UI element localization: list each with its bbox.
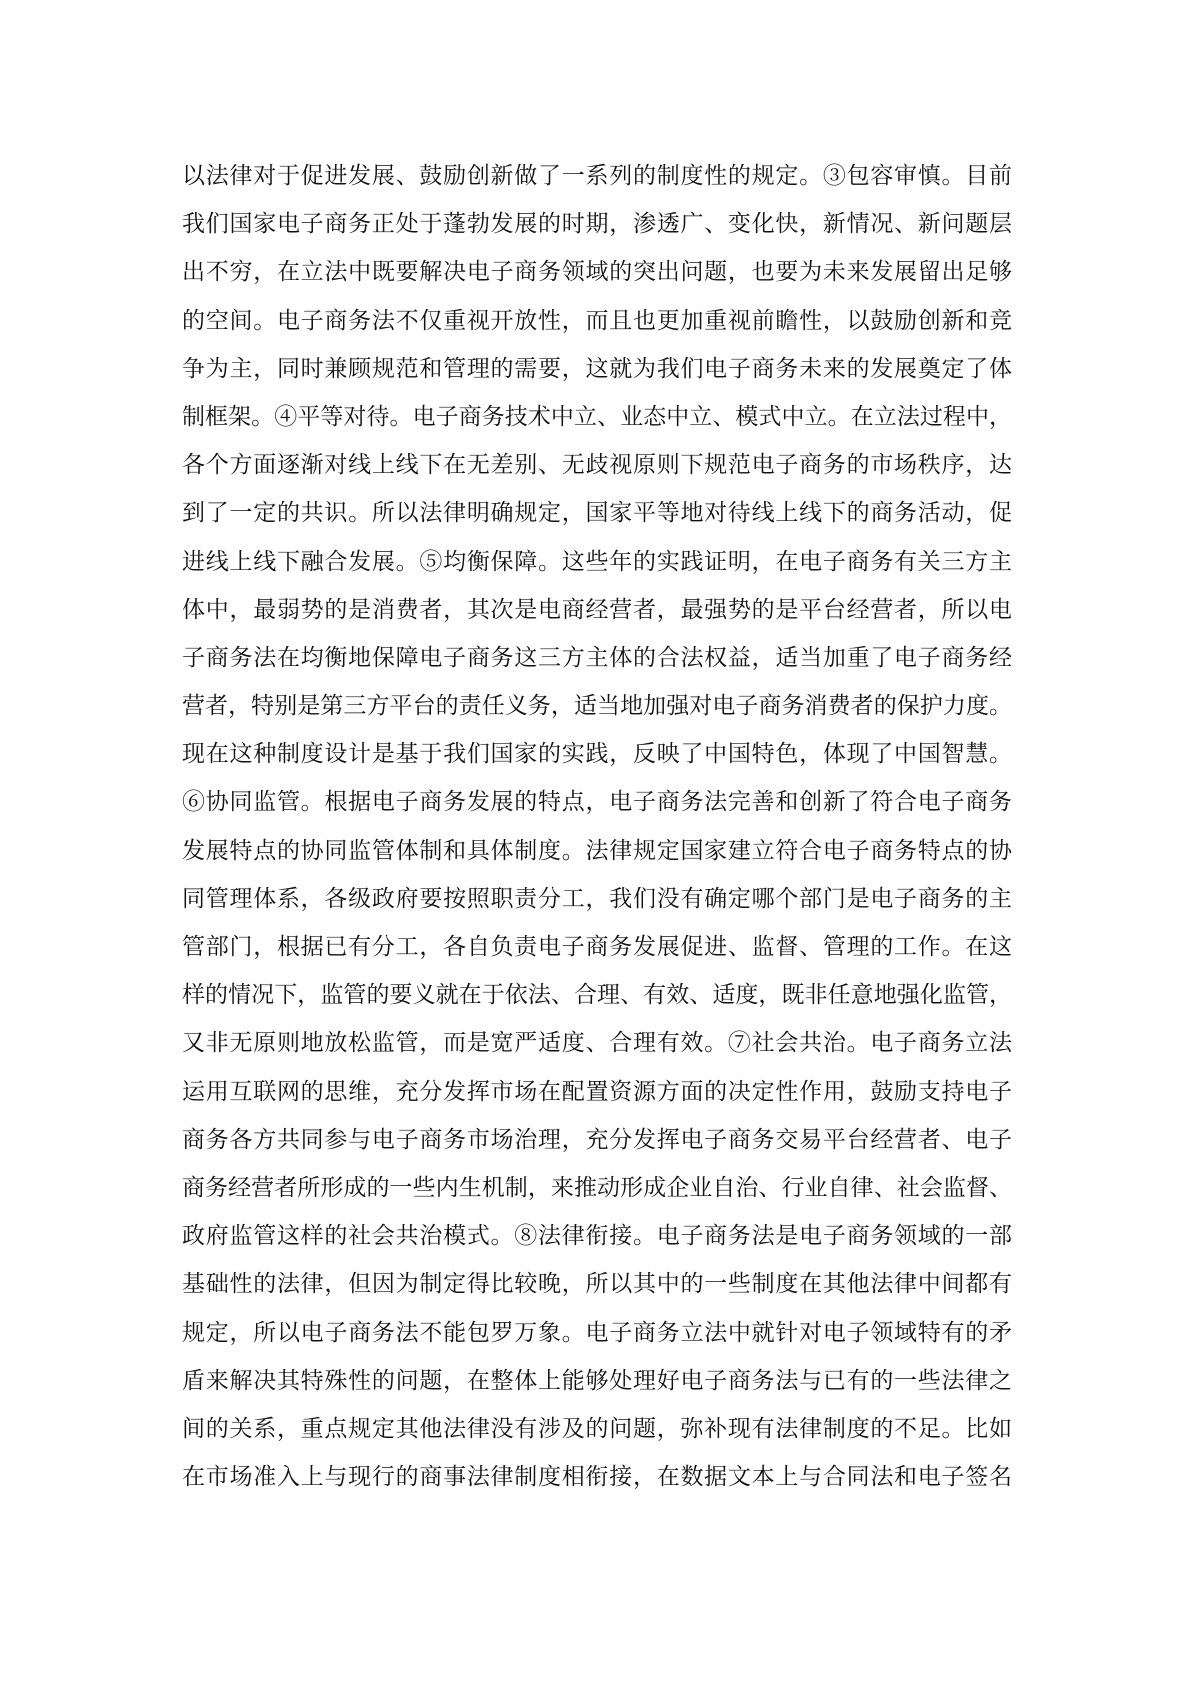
text-line-5: 争为主，同时兼顾规范和管理的需要，这就为我们电子商务未来的发展奠定了体 [182,355,1012,382]
text-line-18: 样的情况下，监管的要义就在于依法、合理、有效、适度，既非任意地强化监管， [182,982,1012,1009]
text-line-25: 规定，所以电子商务法不能包罗万象。电子商务立法中就针对电子领域特有的矛 [182,1319,1012,1346]
text-line-11: 子商务法在均衡地保障电子商务这三方主体的合法权益，适当加重了电子商务经 [182,644,1012,671]
text-line-28: 在市场准入上与现行的商事法律制度相衔接，在数据文本上与合同法和电子签名 [182,1464,1012,1491]
text-line-15: 发展特点的协同监管体制和具体制度。法律规定国家建立符合电子商务特点的协 [182,837,1012,864]
text-line-1: 以法律对于促进发展、鼓励创新做了一系列的制度性的规定。③包容审慎。目前 [182,163,1012,189]
text-line-17: 管部门，根据已有分工，各自负责电子商务发展促进、监督、管理的工作。在这 [182,934,1012,960]
text-line-8: 到了一定的共识。所以法律明确规定，国家平等地对待线上线下的商务活动，促 [182,500,1012,527]
text-line-22: 商务经营者所形成的一些内生机制，来推动形成企业自治、行业自律、社会监督、 [182,1174,1012,1201]
text-line-19: 又非无原则地放松监管，而是宽严适度、合理有效。⑦社会共治。电子商务立法 [182,1030,1012,1057]
body-paragraph [182,152,1012,1501]
text-line-9: 进线上线下融合发展。⑤均衡保障。这些年的实践证明，在电子商务有关三方主 [182,548,1012,575]
text-line-7: 各个方面逐渐对线上线下在无差别、无歧视原则下规范电子商务的市场秩序，达 [182,452,1012,479]
text-line-2: 我们国家电子商务正处于蓬勃发展的时期，渗透广、变化快，新情况、新问题层 [182,211,1012,238]
text-line-24: 基础性的法律，但因为制定得比较晚，所以其中的一些制度在其他法律中间都有 [182,1271,1012,1298]
text-line-13: 现在这种制度设计是基于我们国家的实践，反映了中国特色，体现了中国智慧。 [182,741,1012,768]
text-line-27: 间的关系，重点规定其他法律没有涉及的问题，弥补现有法律制度的不足。比如 [182,1415,1012,1442]
text-line-6: 制框架。④平等对待。电子商务技术中立、业态中立、模式中立。在立法过程中， [182,403,1012,430]
text-line-20: 运用互联网的思维，充分发挥市场在配置资源方面的决定性作用，鼓励支持电子 [182,1078,1012,1105]
text-line-23: 政府监管这样的社会共治模式。⑧法律衔接。电子商务法是电子商务领域的一部 [182,1223,1012,1250]
text-line-16: 同管理体系，各级政府要按照职责分工，我们没有确定哪个部门是电子商务的主 [182,885,1012,912]
text-line-14: ⑥协同监管。根据电子商务发展的特点，电子商务法完善和创新了符合电子商务 [182,789,1012,816]
text-line-4: 的空间。电子商务法不仅重视开放性，而且也更加重视前瞻性，以鼓励创新和竞 [182,307,1012,334]
text-line-3: 出不穷，在立法中既要解决电子商务领域的突出问题，也要为未来发展留出足够 [182,259,1012,286]
text-line-12: 营者，特别是第三方平台的责任义务，适当地加强对电子商务消费者的保护力度。 [182,693,1012,720]
text-line-26: 盾来解决其特殊性的问题，在整体上能够处理好电子商务法与已有的一些法律之 [182,1367,1012,1394]
text-line-10: 体中，最弱势的是消费者，其次是电商经营者，最强势的是平台经营者，所以电 [182,596,1012,623]
text-line-21: 商务各方共同参与电子商务市场治理，充分发挥电子商务交易平台经营者、电子 [182,1126,1012,1153]
